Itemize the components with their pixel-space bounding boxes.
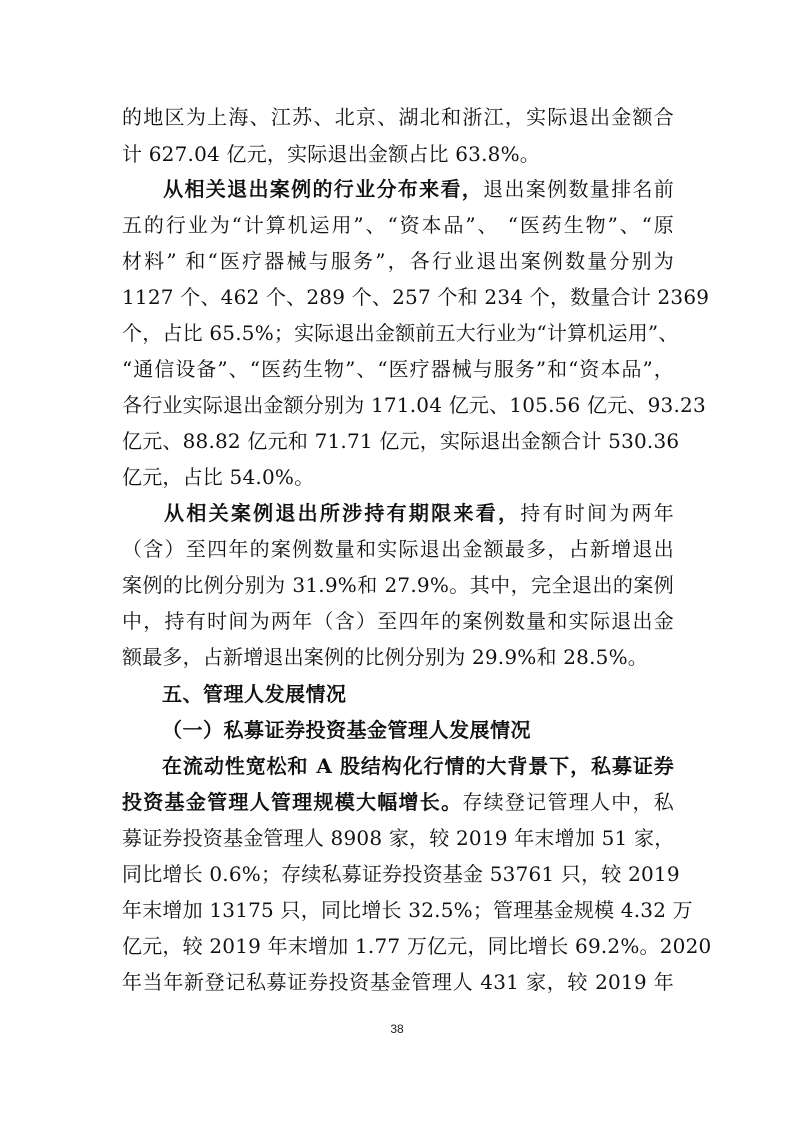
paragraph-line: 在流动性宽松和 A 股结构化行情的大背景下，私募证券 [162, 754, 674, 778]
paragraph-line: 计 627.04 亿元，实际退出金额占比 63.8%。 [122, 142, 540, 166]
paragraph-line [122, 175, 674, 203]
paragraph-text: 持有时间为两年 [520, 501, 674, 525]
paragraph-line: 各行业实际退出金额分别为 171.04 亿元、105.56 亿元、93.23 [122, 393, 706, 417]
paragraph-line: 亿元，较 2019 年末增加 1.77 万亿元，同比增长 69.2%。2020 [122, 934, 712, 958]
paragraph-line [122, 499, 674, 527]
bold-lead-text: 从相关案例退出所涉持有期限来看， [162, 501, 521, 525]
paragraph-line: 中，持有时间为两年（含）至四年的案例数量和实际退出金 [122, 609, 674, 633]
paragraph-line: 募证券投资基金管理人 8908 家，较 2019 年末增加 51 家， [122, 826, 675, 850]
paragraph-line: “通信设备”、“医药生物”、“医疗器械与服务”和“资本品”， [122, 357, 674, 381]
paragraph-line: 的地区为上海、江苏、北京、湖北和浙江，实际退出金额合 [122, 105, 674, 129]
paragraph-line: 个，占比 65.5%；实际退出金额前五大行业为“计算机运用”、 [122, 321, 679, 345]
paragraph-line [122, 788, 674, 816]
paragraph-line: 1127 个、462 个、289 个、257 个和 234 个，数量合计 2369 [122, 285, 710, 309]
paragraph-line: 同比增长 0.6%；存续私募证券投资基金 53761 只，较 2019 [122, 862, 680, 886]
paragraph-line: 年当年新登记私募证券投资基金管理人 431 家，较 2019 年 [122, 970, 674, 994]
page-number: 38 [390, 1022, 404, 1036]
paragraph-line: 额最多，占新增退出案例的比例分别为 29.9%和 28.5%。 [122, 645, 648, 669]
paragraph-text: 退出案例数量排名前 [483, 177, 674, 201]
subsection-heading: （一）私募证券投资基金管理人发展情况 [162, 718, 531, 742]
paragraph-line: 亿元、88.82 亿元和 71.71 亿元，实际退出金额合计 530.36 [122, 429, 680, 453]
section-heading: 五、管理人发展情况 [162, 682, 347, 706]
bold-lead-text: 从相关退出案例的行业分布来看， [162, 177, 484, 201]
paragraph-line: 亿元，占比 54.0%。 [122, 465, 315, 489]
paragraph-line: 材料” 和“医疗器械与服务”，各行业退出案例数量分别为 [122, 249, 674, 273]
paragraph-line: 年末增加 13175 只，同比增长 32.5%；管理基金规模 4.32 万 [122, 898, 693, 922]
bold-lead-text: 投资基金管理人管理规模大幅增长。 [122, 790, 463, 814]
paragraph-line: 案例的比例分别为 31.9%和 27.9%。其中，完全退出的案例 [122, 573, 674, 597]
paragraph-line: 五的行业为“计算机运用”、“资本品”、 “医药生物”、“原 [122, 213, 674, 237]
paragraph-line: （含）至四年的案例数量和实际退出金额最多，占新增退出 [122, 537, 674, 561]
paragraph-text: 存续登记管理人中，私 [462, 790, 675, 814]
